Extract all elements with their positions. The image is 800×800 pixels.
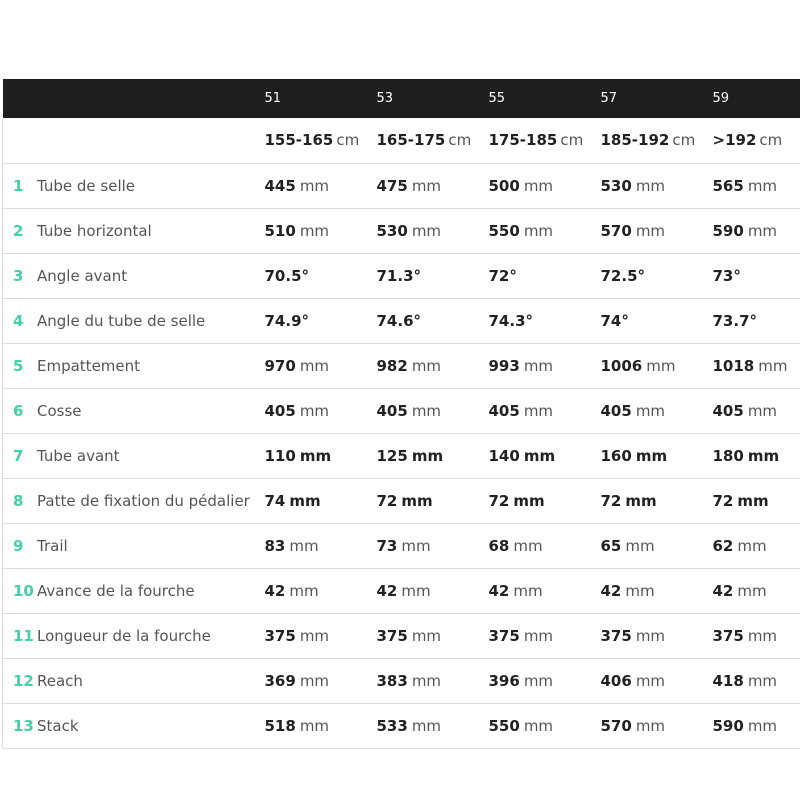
measurement-value-cell bbox=[377, 208, 489, 253]
measurement-unit: mm bbox=[523, 356, 554, 375]
measurement-value-cell bbox=[265, 208, 377, 253]
measurement-value-cell bbox=[265, 433, 377, 478]
measurement-value: 140 bbox=[488, 446, 520, 465]
measurement-value-cell bbox=[489, 163, 601, 208]
measurement-unit: mm bbox=[401, 536, 431, 555]
measurement-unit: mm bbox=[747, 401, 778, 420]
size-label: 51 bbox=[264, 91, 282, 106]
rider-height-cell bbox=[713, 118, 800, 163]
measurement-name: Angle avant bbox=[37, 266, 128, 285]
measurement-number: 13 bbox=[13, 716, 34, 735]
measurement-unit: mm bbox=[513, 536, 543, 555]
measurement-value: 375 bbox=[376, 626, 408, 645]
measurement-value: 993 bbox=[488, 356, 520, 375]
geometry-row bbox=[3, 658, 800, 703]
measurement-value: 518 bbox=[264, 716, 296, 735]
measurement-value: 375 bbox=[488, 626, 520, 645]
measurement-unit: mm bbox=[646, 356, 676, 375]
measurement-value-cell bbox=[377, 523, 489, 568]
measurement-value: 1006 bbox=[600, 356, 643, 375]
measurement-value-cell bbox=[489, 523, 601, 568]
measurement-number: 6 bbox=[13, 401, 24, 420]
measurement-unit: mm bbox=[411, 401, 442, 420]
measurement-value: 982 bbox=[376, 356, 408, 375]
measurement-value-cell bbox=[377, 433, 489, 478]
measurement-number: 2 bbox=[13, 221, 24, 240]
measurement-unit: mm bbox=[737, 581, 767, 600]
measurement-value-cell bbox=[265, 568, 377, 613]
measurement-value-cell bbox=[601, 703, 713, 748]
measurement-unit: mm bbox=[523, 716, 554, 735]
measurement-name: Tube avant bbox=[37, 446, 120, 465]
rider-height-empty-cell bbox=[3, 118, 265, 163]
measurement-label-cell bbox=[3, 163, 265, 208]
size-label: 59 bbox=[712, 91, 730, 106]
header-empty-cell bbox=[3, 79, 265, 118]
measurement-value: 73° bbox=[712, 266, 741, 285]
measurement-value: 510 bbox=[264, 221, 296, 240]
measurement-unit: mm bbox=[411, 356, 442, 375]
measurement-value-cell bbox=[377, 343, 489, 388]
measurement-value-cell bbox=[601, 523, 713, 568]
measurement-label-cell bbox=[3, 613, 265, 658]
measurement-value-cell bbox=[265, 478, 377, 523]
measurement-number: 9 bbox=[13, 536, 24, 555]
measurement-value-cell bbox=[713, 208, 800, 253]
measurement-value-cell bbox=[713, 613, 800, 658]
measurement-value-cell bbox=[713, 163, 800, 208]
measurement-value-cell bbox=[601, 433, 713, 478]
measurement-unit: mm bbox=[299, 671, 330, 690]
measurement-unit: mm bbox=[289, 581, 319, 600]
geometry-row bbox=[3, 523, 800, 568]
measurement-value-cell bbox=[265, 703, 377, 748]
measurement-unit: mm bbox=[747, 176, 778, 195]
rider-height-range: 185-192 bbox=[600, 131, 670, 150]
measurement-value: 970 bbox=[264, 356, 296, 375]
measurement-value: 533 bbox=[376, 716, 408, 735]
measurement-unit: mm bbox=[747, 716, 778, 735]
measurement-label-cell bbox=[3, 703, 265, 748]
measurement-value: 160 bbox=[600, 446, 632, 465]
measurement-value: 74.6° bbox=[376, 311, 422, 330]
measurement-value-cell bbox=[713, 703, 800, 748]
measurement-value: 550 bbox=[488, 716, 520, 735]
measurement-value: 68 bbox=[488, 536, 510, 555]
measurement-name: Avance de la fourche bbox=[37, 581, 195, 600]
geometry-row bbox=[3, 253, 800, 298]
measurement-label-cell bbox=[3, 343, 265, 388]
measurement-value: 72 bbox=[376, 491, 398, 510]
measurement-value: 73.7° bbox=[712, 311, 758, 330]
measurement-value-cell bbox=[713, 523, 800, 568]
measurement-unit: mm bbox=[299, 401, 330, 420]
measurement-value-cell bbox=[265, 163, 377, 208]
geometry-table bbox=[2, 79, 800, 749]
measurement-label-cell bbox=[3, 658, 265, 703]
size-header-row bbox=[3, 79, 800, 118]
measurement-value: 406 bbox=[600, 671, 632, 690]
measurement-unit: mm bbox=[523, 176, 554, 195]
measurement-unit: mm bbox=[635, 221, 666, 240]
rider-height-range: 155-165 bbox=[264, 131, 334, 150]
measurement-name: Longueur de la fourche bbox=[37, 626, 211, 645]
rider-height-unit: cm bbox=[672, 131, 696, 150]
measurement-value: 72 bbox=[488, 491, 510, 510]
measurement-value-cell bbox=[713, 568, 800, 613]
measurement-value: 405 bbox=[488, 401, 520, 420]
measurement-unit: mm bbox=[523, 221, 554, 240]
measurement-value-cell bbox=[713, 298, 800, 343]
measurement-value: 590 bbox=[712, 716, 744, 735]
measurement-value: 405 bbox=[264, 401, 296, 420]
rider-height-unit: cm bbox=[560, 131, 584, 150]
measurement-value-cell bbox=[265, 388, 377, 433]
measurement-value: 62 bbox=[712, 536, 734, 555]
geometry-row bbox=[3, 343, 800, 388]
measurement-value-cell bbox=[377, 658, 489, 703]
measurement-number: 4 bbox=[13, 311, 24, 330]
measurement-unit: mm bbox=[513, 581, 543, 600]
measurement-number: 8 bbox=[13, 491, 24, 510]
measurement-value-cell bbox=[377, 388, 489, 433]
measurement-name: Patte de fixation du pédalier bbox=[37, 491, 250, 510]
measurement-value-cell bbox=[265, 658, 377, 703]
measurement-label-cell bbox=[3, 253, 265, 298]
rider-height-range: 165-175 bbox=[376, 131, 446, 150]
measurement-value-cell bbox=[265, 343, 377, 388]
measurement-value: 42 bbox=[488, 581, 510, 600]
measurement-value-cell bbox=[713, 433, 800, 478]
measurement-value-cell bbox=[377, 253, 489, 298]
measurement-value: 590 bbox=[712, 221, 744, 240]
measurement-unit: mm bbox=[299, 356, 330, 375]
measurement-value: 530 bbox=[600, 176, 632, 195]
measurement-number: 5 bbox=[13, 356, 24, 375]
measurement-label-cell bbox=[3, 433, 265, 478]
measurement-value-cell bbox=[265, 613, 377, 658]
measurement-value: 74 bbox=[264, 491, 286, 510]
measurement-value-cell bbox=[601, 613, 713, 658]
measurement-unit: mm bbox=[635, 401, 666, 420]
measurement-value: 180 bbox=[712, 446, 744, 465]
measurement-name: Empattement bbox=[37, 356, 141, 375]
geometry-row bbox=[3, 613, 800, 658]
measurement-unit: mm bbox=[635, 176, 666, 195]
measurement-number: 12 bbox=[13, 671, 34, 690]
measurement-value-cell bbox=[489, 433, 601, 478]
measurement-value: 570 bbox=[600, 716, 632, 735]
measurement-unit: mm bbox=[747, 221, 778, 240]
measurement-number: 11 bbox=[13, 626, 34, 645]
measurement-unit: mm bbox=[411, 671, 442, 690]
measurement-value: 396 bbox=[488, 671, 520, 690]
measurement-unit: mm bbox=[401, 581, 431, 600]
measurement-value-cell bbox=[489, 253, 601, 298]
measurement-unit: mm bbox=[299, 716, 330, 735]
measurement-value-cell bbox=[601, 253, 713, 298]
measurement-value: 73 bbox=[376, 536, 398, 555]
measurement-value-cell bbox=[601, 208, 713, 253]
measurement-unit: mm bbox=[747, 446, 780, 465]
measurement-unit: mm bbox=[635, 446, 668, 465]
measurement-name: Stack bbox=[37, 716, 79, 735]
measurement-name: Reach bbox=[37, 671, 83, 690]
measurement-value: 42 bbox=[600, 581, 622, 600]
measurement-value-cell bbox=[265, 523, 377, 568]
measurement-unit: mm bbox=[411, 446, 444, 465]
geometry-row bbox=[3, 208, 800, 253]
geometry-row bbox=[3, 163, 800, 208]
measurement-value-cell bbox=[489, 208, 601, 253]
measurement-value: 72° bbox=[488, 266, 517, 285]
rider-height-range: 175-185 bbox=[488, 131, 558, 150]
geometry-row bbox=[3, 298, 800, 343]
measurement-label-cell bbox=[3, 568, 265, 613]
measurement-value: 65 bbox=[600, 536, 622, 555]
measurement-value: 500 bbox=[488, 176, 520, 195]
rider-height-cell bbox=[601, 118, 713, 163]
measurement-value-cell bbox=[489, 658, 601, 703]
measurement-value-cell bbox=[713, 343, 800, 388]
measurement-value-cell bbox=[377, 163, 489, 208]
measurement-value: 475 bbox=[376, 176, 408, 195]
measurement-value: 445 bbox=[264, 176, 296, 195]
measurement-value-cell bbox=[489, 388, 601, 433]
rider-height-cell bbox=[377, 118, 489, 163]
size-label: 53 bbox=[376, 91, 394, 106]
measurement-value-cell bbox=[489, 703, 601, 748]
size-header bbox=[3, 79, 800, 118]
measurement-value-cell bbox=[601, 298, 713, 343]
measurement-value: 71.3° bbox=[376, 266, 422, 285]
measurement-label-cell bbox=[3, 298, 265, 343]
measurement-name: Tube de selle bbox=[37, 176, 136, 195]
measurement-value-cell bbox=[713, 253, 800, 298]
measurement-value-cell bbox=[601, 478, 713, 523]
measurement-value: 1018 bbox=[712, 356, 755, 375]
measurement-unit: mm bbox=[625, 491, 657, 510]
measurement-value: 570 bbox=[600, 221, 632, 240]
measurement-unit: mm bbox=[523, 401, 554, 420]
measurement-unit: mm bbox=[747, 626, 778, 645]
measurement-value: 418 bbox=[712, 671, 744, 690]
measurement-unit: mm bbox=[299, 626, 330, 645]
measurement-number: 1 bbox=[13, 176, 24, 195]
measurement-value: 565 bbox=[712, 176, 744, 195]
measurement-value: 375 bbox=[712, 626, 744, 645]
measurement-value-cell bbox=[489, 478, 601, 523]
measurement-unit: mm bbox=[299, 446, 332, 465]
measurement-value: 83 bbox=[264, 536, 286, 555]
measurement-value-cell bbox=[265, 298, 377, 343]
measurement-number: 3 bbox=[13, 266, 24, 285]
size-label: 55 bbox=[488, 91, 506, 106]
measurement-value-cell bbox=[489, 568, 601, 613]
measurement-value: 125 bbox=[376, 446, 408, 465]
measurement-value: 72.5° bbox=[600, 266, 646, 285]
measurement-value: 369 bbox=[264, 671, 296, 690]
measurement-unit: mm bbox=[299, 221, 330, 240]
measurement-value-cell bbox=[489, 298, 601, 343]
rider-height-unit: cm bbox=[448, 131, 472, 150]
measurement-value-cell bbox=[601, 163, 713, 208]
measurement-value: 42 bbox=[376, 581, 398, 600]
size-label: 57 bbox=[600, 91, 618, 106]
measurement-value-cell bbox=[377, 478, 489, 523]
measurement-name: Cosse bbox=[37, 401, 82, 420]
measurement-unit: mm bbox=[635, 716, 666, 735]
measurement-unit: mm bbox=[289, 536, 319, 555]
measurement-value: 70.5° bbox=[264, 266, 310, 285]
measurement-unit: mm bbox=[747, 671, 778, 690]
measurement-value: 42 bbox=[264, 581, 286, 600]
measurement-value: 110 bbox=[264, 446, 296, 465]
measurement-value: 375 bbox=[600, 626, 632, 645]
geometry-row bbox=[3, 388, 800, 433]
measurement-name: Trail bbox=[37, 536, 68, 555]
measurement-value: 42 bbox=[712, 581, 734, 600]
measurement-unit: mm bbox=[635, 626, 666, 645]
measurement-value: 405 bbox=[600, 401, 632, 420]
measurement-value-cell bbox=[601, 343, 713, 388]
measurement-unit: mm bbox=[737, 491, 769, 510]
measurement-value-cell bbox=[377, 703, 489, 748]
measurement-label-cell bbox=[3, 523, 265, 568]
measurement-unit: mm bbox=[411, 716, 442, 735]
geometry-row bbox=[3, 433, 800, 478]
rider-height-cell bbox=[489, 118, 601, 163]
measurement-unit: mm bbox=[523, 671, 554, 690]
measurement-unit: mm bbox=[523, 446, 556, 465]
measurement-value: 530 bbox=[376, 221, 408, 240]
measurement-unit: mm bbox=[411, 176, 442, 195]
measurement-value: 375 bbox=[264, 626, 296, 645]
measurement-unit: mm bbox=[411, 221, 442, 240]
measurement-value: 72 bbox=[600, 491, 622, 510]
measurement-name: Tube horizontal bbox=[37, 221, 152, 240]
measurement-value: 550 bbox=[488, 221, 520, 240]
measurement-value-cell bbox=[377, 298, 489, 343]
measurement-unit: mm bbox=[299, 176, 330, 195]
rider-height-range: >192 bbox=[712, 131, 757, 150]
measurement-label-cell bbox=[3, 208, 265, 253]
measurement-value: 72 bbox=[712, 491, 734, 510]
measurement-unit: mm bbox=[523, 626, 554, 645]
measurement-unit: mm bbox=[625, 536, 655, 555]
measurement-name: Angle du tube de selle bbox=[37, 311, 206, 330]
measurement-value-cell bbox=[489, 613, 601, 658]
measurement-value-cell bbox=[265, 253, 377, 298]
measurement-value: 74.3° bbox=[488, 311, 534, 330]
geometry-body bbox=[3, 118, 800, 748]
measurement-value-cell bbox=[713, 478, 800, 523]
measurement-label-cell bbox=[3, 388, 265, 433]
measurement-unit: mm bbox=[289, 491, 321, 510]
measurement-value-cell bbox=[377, 613, 489, 658]
geometry-row bbox=[3, 478, 800, 523]
geometry-row bbox=[3, 568, 800, 613]
measurement-value-cell bbox=[489, 343, 601, 388]
measurement-unit: mm bbox=[625, 581, 655, 600]
measurement-number: 7 bbox=[13, 446, 24, 465]
measurement-value: 405 bbox=[712, 401, 744, 420]
measurement-value: 74° bbox=[600, 311, 629, 330]
rider-height-cell bbox=[265, 118, 377, 163]
measurement-unit: mm bbox=[737, 536, 767, 555]
measurement-value-cell bbox=[601, 388, 713, 433]
measurement-value: 383 bbox=[376, 671, 408, 690]
rider-height-row bbox=[3, 118, 800, 163]
measurement-value-cell bbox=[601, 568, 713, 613]
measurement-unit: mm bbox=[401, 491, 433, 510]
rider-height-unit: cm bbox=[336, 131, 360, 150]
measurement-unit: mm bbox=[635, 671, 666, 690]
measurement-unit: mm bbox=[758, 356, 788, 375]
geometry-row bbox=[3, 703, 800, 748]
measurement-label-cell bbox=[3, 478, 265, 523]
measurement-value-cell bbox=[601, 658, 713, 703]
measurement-number: 10 bbox=[13, 581, 34, 600]
measurement-value: 405 bbox=[376, 401, 408, 420]
measurement-value-cell bbox=[377, 568, 489, 613]
measurement-value-cell bbox=[713, 388, 800, 433]
rider-height-unit: cm bbox=[759, 131, 783, 150]
measurement-value-cell bbox=[713, 658, 800, 703]
measurement-unit: mm bbox=[513, 491, 545, 510]
measurement-value: 74.9° bbox=[264, 311, 310, 330]
measurement-unit: mm bbox=[411, 626, 442, 645]
